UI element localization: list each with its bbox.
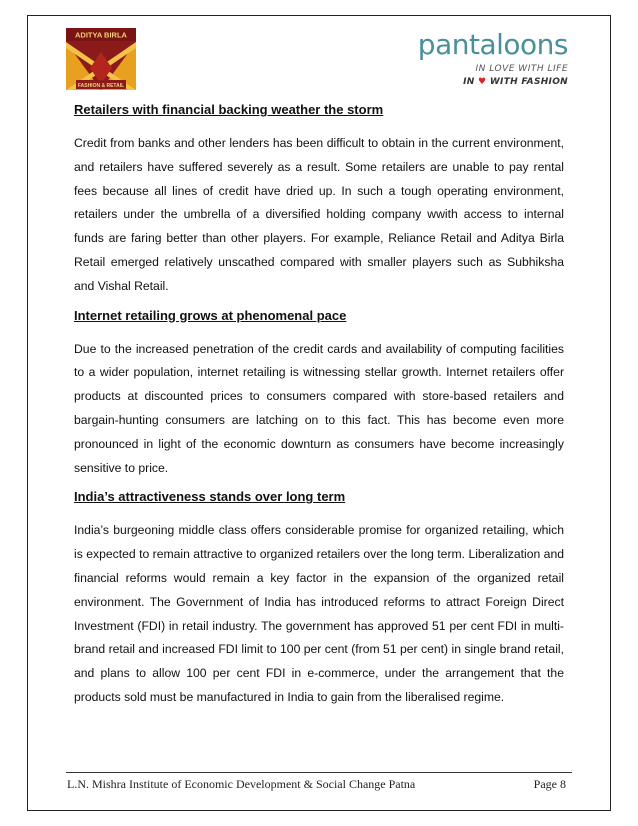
section-body-2: Due to the increased penetration of the credit cards and availability of computing facilities to a wider population, internet retailing is witnessing stellar growth. Internet retailers offer products at discounted prices to consumers compared with store-based retailers and bargain-hunting consumers are latching on to this fact. This has become even more pronounced in light of the economic downturn as consumers have become increasingly sensitive to price. [74, 341, 564, 475]
footer-institution: L.N. Mishra Institute of Economic Development & Social Change Patna [67, 777, 416, 791]
section-heading-3: India’s attractiveness stands over long term [74, 489, 346, 505]
footer-divider [66, 772, 572, 773]
pantaloons-wordmark: pantaloons [417, 28, 568, 61]
section-body-1: Credit from banks and other lenders has been difficult to obtain in the current environment, and retailers have suffered severely as a result. Some retailers are unable to pay rental fees because all lines of credit have dried up. In such a tough operating environment, retailers under the umbrella of a diversified holding company wwith access to internal funds are faring better than other players. For example, Reliance Retail and Aditya Birla Retail emerged relatively unscathed compared with smaller players such as Subhiksha and Vishal Retail. [74, 136, 564, 293]
section-body-3: India’s burgeoning middle class offers considerable promise for organized retailing, which is expected to remain attractive to organized retailers over the long term. Liberalization and financial reforms would remain a key factor in the expansion of the organized retail environment. The Government of India has introduced reforms to attract Foreign Direct Investment (FDI) in retail industry. The government has approved 51 per cent FDI in multi-brand retail and increased FDI limit to 100 per cent (from 51 per cent) in single brand retail, and plans to allow 100 per cent FDI in e-commerce, under the arrangement that the products sold must be manufactured in India to gain from the liberalised regime. [74, 523, 564, 704]
heart-icon: ♥ [478, 77, 487, 87]
section-heading-2: Internet retailing grows at phenomenal pace [74, 307, 347, 323]
pantaloons-logo [410, 30, 568, 100]
footer-page-number: Page 8 [533, 777, 566, 791]
pantaloons-tagline-2-pre: IN [463, 77, 475, 87]
pantaloons-tagline-2 [463, 77, 568, 87]
pantaloons-tagline-1: IN LOVE WITH LIFE [475, 64, 568, 74]
aditya-birla-logo-subtext: FASHION & RETAIL [77, 83, 125, 89]
pantaloons-tagline-2-post: WITH FASHION [489, 77, 568, 87]
aditya-birla-logo [66, 28, 136, 90]
section-heading-1: Retailers with financial backing weather the storm [74, 102, 384, 117]
page-content [74, 101, 564, 710]
aditya-birla-logo-text: ADITYA BIRLA [75, 30, 127, 40]
